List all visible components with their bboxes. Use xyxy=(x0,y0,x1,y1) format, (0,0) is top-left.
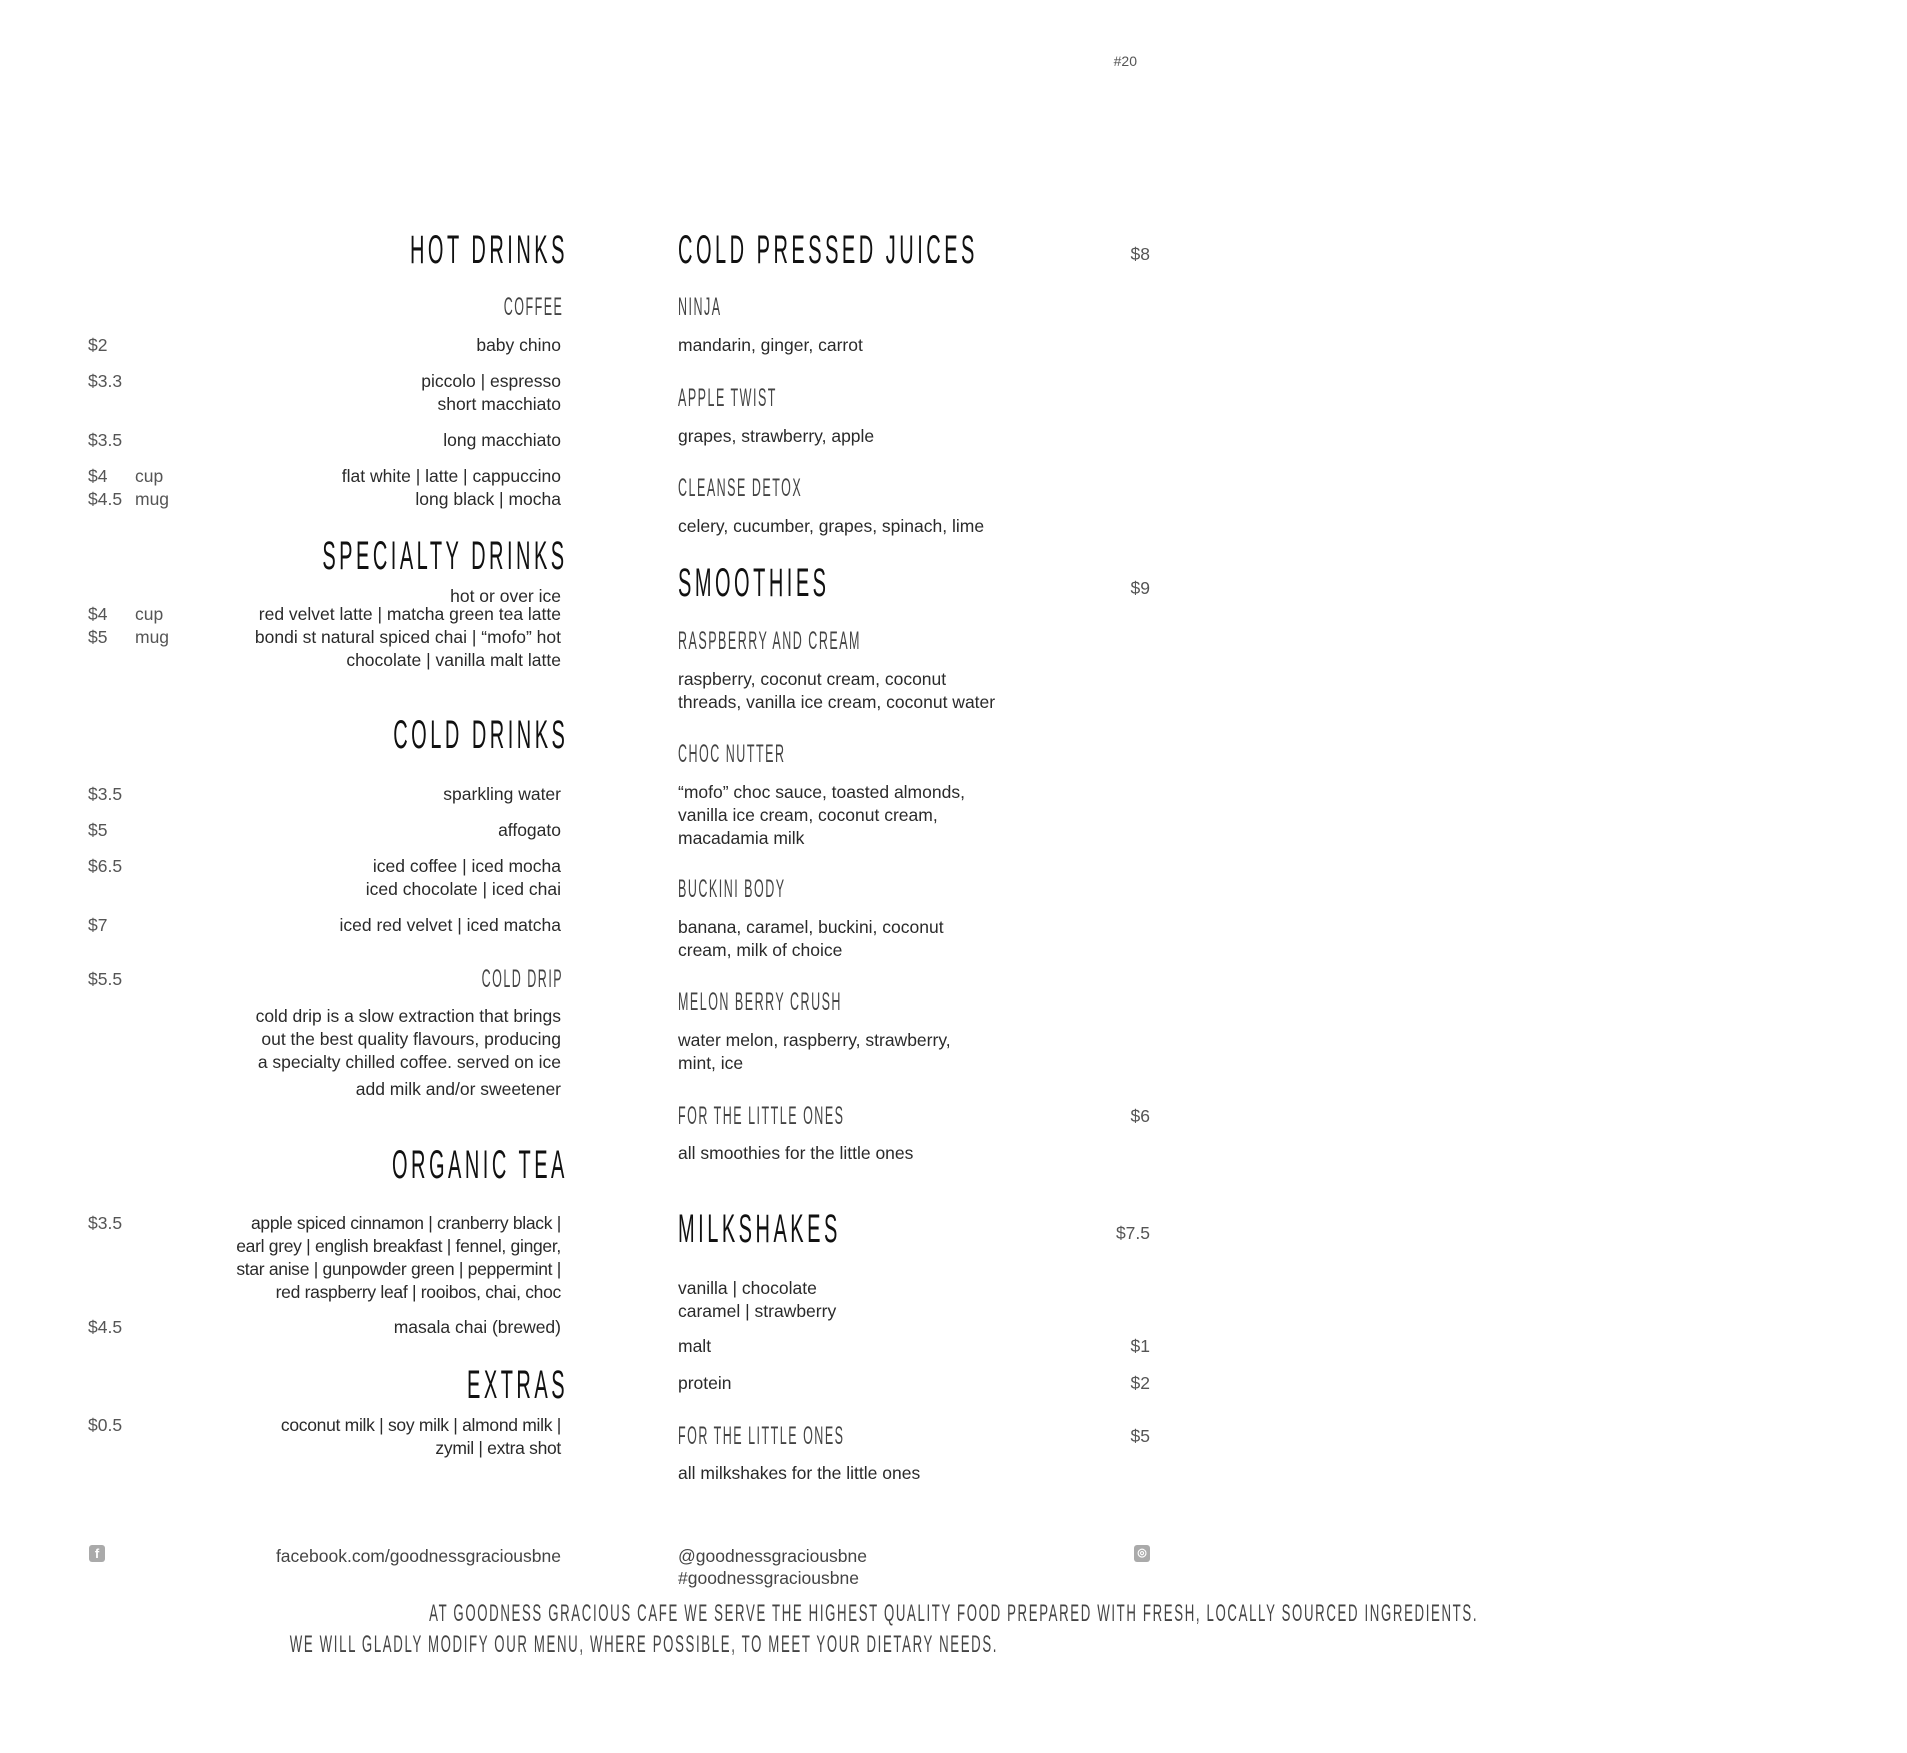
note: add milk and/or sweetener xyxy=(355,1079,561,1099)
instagram-icon[interactable]: ◎ xyxy=(1134,1545,1150,1562)
price: $4 xyxy=(88,604,108,624)
price: $6 xyxy=(1130,1106,1150,1126)
item-text: macadamia milk xyxy=(678,828,805,848)
item-text: red raspberry leaf | rooibos, chai, choc xyxy=(275,1282,561,1302)
price: $4.5 xyxy=(88,1317,123,1337)
tagline-2-text: WE WILL GLADLY MODIFY OUR MENU, WHERE POSSIBLE, TO MEET YOUR DIETARY NEEDS. xyxy=(289,1631,999,1658)
price: $7.5 xyxy=(1115,1223,1150,1243)
item-text: affogato xyxy=(498,820,561,840)
item-text: cream, milk of choice xyxy=(678,940,843,960)
item-text: a specialty chilled coffee. served on ice xyxy=(257,1052,561,1072)
item-text: cold drip is a slow extraction that brings xyxy=(255,1006,561,1026)
item-name: BUCKINI BODY xyxy=(678,875,786,903)
item-text: long black | mocha xyxy=(415,489,561,509)
tagline-1 xyxy=(0,1600,1479,1628)
item-name: FOR THE LITTLE ONES xyxy=(678,1422,845,1450)
price: $5 xyxy=(88,627,108,647)
item-text: iced coffee | iced mocha xyxy=(372,856,561,876)
price: $5 xyxy=(88,820,108,840)
heading-extras: EXTRAS xyxy=(466,1363,568,1407)
item-text: flat white | latte | cappuccino xyxy=(341,466,561,486)
hashtag: #goodnessgraciousbne xyxy=(678,1568,859,1588)
price: $3.5 xyxy=(88,1213,123,1233)
item-text: apple spiced cinnamon | cranberry black | xyxy=(250,1213,561,1233)
item-text: water melon, raspberry, strawberry, xyxy=(678,1030,951,1050)
addon-name: malt xyxy=(678,1336,712,1356)
item-text: caramel | strawberry xyxy=(678,1301,837,1321)
tagline-1-text: AT GOODNESS GRACIOUS CAFE WE SERVE THE HIGHEST QUALITY FOOD PREPARED WITH FRESH, LOCALLY SOURCED INGREDIENTS. xyxy=(429,1600,1479,1627)
price: $3.5 xyxy=(88,784,123,804)
item-text: mint, ice xyxy=(678,1053,744,1073)
price: $4 xyxy=(88,466,108,486)
size: cup xyxy=(135,604,164,624)
item-text: masala chai (brewed) xyxy=(393,1317,561,1337)
item-text: all milkshakes for the little ones xyxy=(678,1463,921,1483)
heading-cold-drinks: COLD DRINKS xyxy=(392,713,568,757)
note: hot or over ice xyxy=(450,586,561,606)
item-text: coconut milk | soy milk | almond milk | xyxy=(280,1415,561,1435)
page-number: #20 xyxy=(1113,53,1137,69)
price: $3.5 xyxy=(88,430,123,450)
price: $7 xyxy=(88,915,108,935)
item-text: star anise | gunpowder green | peppermint | xyxy=(236,1259,561,1279)
heading-specialty-drinks: SPECIALTY DRINKS xyxy=(322,534,568,578)
item-text: “mofo” choc sauce, toasted almonds, xyxy=(678,782,965,802)
price: $4.5 xyxy=(88,489,123,509)
price: $2 xyxy=(88,335,108,355)
item-name: FOR THE LITTLE ONES xyxy=(678,1102,845,1130)
heading-milkshakes: MILKSHAKES xyxy=(678,1207,841,1251)
size: cup xyxy=(135,466,164,486)
item-text: iced chocolate | iced chai xyxy=(365,879,561,899)
item-text: short macchiato xyxy=(437,394,561,414)
heading-smoothies: SMOOTHIES xyxy=(678,561,830,605)
heading-hot-drinks: HOT DRINKS xyxy=(410,228,568,272)
item-text: iced red velvet | iced matcha xyxy=(339,915,561,935)
item-name: RASPBERRY AND CREAM xyxy=(678,627,861,655)
item-text: earl grey | english breakfast | fennel, ginger, xyxy=(236,1236,561,1256)
item-text: long macchiato xyxy=(443,430,561,450)
item-name: CLEANSE DETOX xyxy=(678,474,803,502)
item-text: baby chino xyxy=(476,335,561,355)
price: $3.3 xyxy=(88,371,123,391)
item-name: NINJA xyxy=(678,293,722,321)
item-text: bondi st natural spiced chai | “mofo” hot xyxy=(254,627,561,647)
facebook-icon[interactable]: f xyxy=(89,1545,105,1562)
size: mug xyxy=(135,489,170,509)
heading-organic-tea: ORGANIC TEA xyxy=(392,1143,568,1187)
item-name: CHOC NUTTER xyxy=(678,740,786,768)
item-text: vanilla | chocolate xyxy=(678,1278,817,1298)
price: $6.5 xyxy=(88,856,123,876)
price: $1 xyxy=(1130,1336,1150,1356)
price: $2 xyxy=(1130,1373,1150,1393)
item-text: vanilla ice cream, coconut cream, xyxy=(678,805,938,825)
tagline-2 xyxy=(0,1631,1240,1659)
price: $0.5 xyxy=(88,1415,123,1435)
item-text: banana, caramel, buckini, coconut xyxy=(678,917,944,937)
price: $8 xyxy=(1130,244,1150,264)
item-text: red velvet latte | matcha green tea latte xyxy=(258,604,561,624)
item-text: celery, cucumber, grapes, spinach, lime xyxy=(678,516,985,536)
item-text: piccolo | espresso xyxy=(421,371,561,391)
item-name: MELON BERRY CRUSH xyxy=(678,988,842,1016)
item-text: all smoothies for the little ones xyxy=(678,1143,914,1163)
item-text: sparkling water xyxy=(443,784,561,804)
item-text: mandarin, ginger, carrot xyxy=(678,335,863,355)
item-text: zymil | extra shot xyxy=(435,1438,561,1458)
item-text: raspberry, coconut cream, coconut xyxy=(678,669,947,689)
item-name: APPLE TWIST xyxy=(678,384,777,412)
item-text: threads, vanilla ice cream, coconut water xyxy=(678,692,996,712)
item-text: out the best quality flavours, producing xyxy=(261,1029,561,1049)
price: $5.5 xyxy=(88,969,123,989)
price: $5 xyxy=(1130,1426,1150,1446)
price: $9 xyxy=(1130,578,1150,598)
instagram-handle[interactable]: @goodnessgraciousbne xyxy=(678,1546,868,1566)
heading-cold-pressed-juices: COLD PRESSED JUICES xyxy=(678,228,978,272)
item-text: chocolate | vanilla malt latte xyxy=(346,650,561,670)
subheading-coffee: COFFEE xyxy=(503,293,563,321)
size: mug xyxy=(135,627,170,647)
item-text: grapes, strawberry, apple xyxy=(678,426,875,446)
addon-name: protein xyxy=(678,1373,732,1393)
subheading-cold-drip: COLD DRIP xyxy=(481,965,563,993)
facebook-link[interactable]: facebook.com/goodnessgraciousbne xyxy=(275,1546,561,1566)
